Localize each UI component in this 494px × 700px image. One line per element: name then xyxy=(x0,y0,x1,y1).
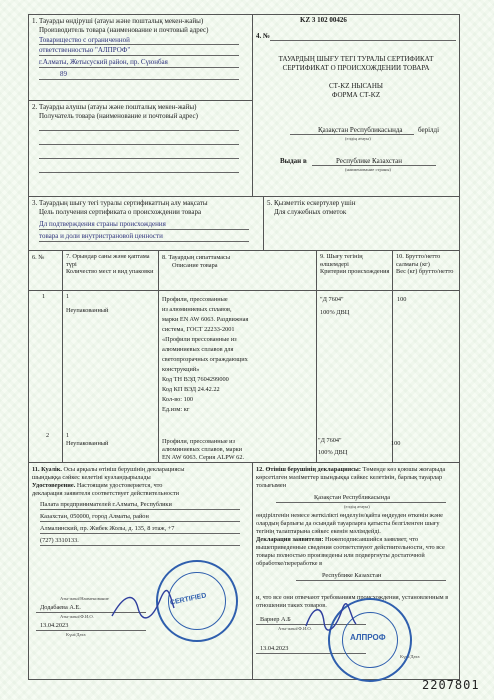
item1-qty: 1 xyxy=(66,293,70,300)
description-line: марки EN AW 6063. Раздвижная xyxy=(162,316,249,323)
description-line: Ед.изм: кг xyxy=(162,406,190,413)
divider xyxy=(28,290,460,291)
item2-weight: 100 xyxy=(391,440,401,447)
applicant-signature xyxy=(300,598,360,638)
box11-sign-hint: Аты-жөні/Наименование xyxy=(60,596,109,601)
producer-address-2: 89 xyxy=(60,70,67,78)
description-line: конструкций» xyxy=(162,366,200,373)
box5-label-ru: Для служебных отметок xyxy=(274,208,347,216)
divider xyxy=(28,100,252,101)
divider xyxy=(158,250,159,462)
description-line: Профили, прессованные из xyxy=(162,438,236,445)
box12-date: 13.04.2023 xyxy=(260,645,289,652)
description-line: Код КП ВЭД 24.42.22 xyxy=(162,386,220,393)
box12-country-hint: (елдің атауы) xyxy=(344,504,370,509)
col6-header: 6. № xyxy=(32,254,45,261)
divider xyxy=(252,462,253,680)
stamp-company-text: АЛПРОФ xyxy=(350,633,386,642)
box12-text-1: 12. Өтініш берушінің декларациясы: Төменде көз қоюшы жоғарыда xyxy=(256,466,446,473)
title-kz: ТАУАРДЫҢ ШЫҒУ ТЕГІ ТУРАЛЫ СЕРТИФИКАТ xyxy=(278,55,434,63)
description-line: алюминиевых сплавов, марки xyxy=(162,446,243,453)
box12-text-6: тегінің талаптарына сәйкес екенін мәлімдейді. xyxy=(256,528,381,535)
col7-header: 7. Орындар саны және қаптама түрі Количество мест и вид упаковки xyxy=(66,253,154,276)
item1-num: 1 xyxy=(42,293,46,300)
title-ru: СЕРТИФИКАТ О ПРОИСХОЖДЕНИИ ТОВАРА xyxy=(282,64,430,72)
producer-address-1: г.Алматы, Жетысуский район, пр. Сүюнбая xyxy=(39,58,168,66)
description-line: «Профили прессованные из xyxy=(162,336,237,343)
box11-text-4: декларация заявителя соответствует действительности xyxy=(32,490,180,497)
box12-text-3: толығымен xyxy=(256,482,287,489)
chamber-signature xyxy=(108,586,178,626)
country-issued-kz: Қазақстан Республикасында xyxy=(318,126,403,134)
box12-decl-country: Республике Казахстан xyxy=(322,572,382,579)
box11-text-1: 11. Куәлік. Осы арқылы өтініш берушінің декларациясы xyxy=(32,466,185,473)
producer-name-2: ответственностью "АЛПРОФ" xyxy=(39,46,131,54)
box12-decl-1: Декларация заявителя: Нижеподписавшийся заявляет, что xyxy=(256,536,419,543)
description-line: Кол-во: 100 xyxy=(162,396,194,403)
divider xyxy=(28,196,460,197)
box5-label-kz: 5. Қызметтік ескертулер үшін xyxy=(267,199,356,207)
description-line: алюминиевых сплавов для xyxy=(162,346,234,353)
box12-decl-5: и, что все они отвечают требованиям происхождения, установленным в xyxy=(256,594,449,601)
chamber-address-2: Казахстан, 050000, город Алматы, район xyxy=(40,513,149,520)
box2-label-ru: Получатель товара (наименование и почтовый адрес) xyxy=(39,112,198,120)
box2-label-kz: 2. Тауарды алушы (атауы және пошталық мекен-жайы) xyxy=(32,103,197,111)
divider xyxy=(316,250,317,462)
box12-decl-4: обработке/переработке в xyxy=(256,560,323,567)
box4-number-label: 4. № xyxy=(256,32,271,40)
box1-label-ru: Производитель товара (наименование и почтовый адрес) xyxy=(39,26,209,34)
box12-name-hint: Аты-жөні/Ф.И.О. xyxy=(278,626,312,631)
divider xyxy=(28,250,460,251)
col8-header: 8. Тауардың сипаттамасы xyxy=(162,254,231,261)
box11-date-hint: Күні/Дата xyxy=(66,632,86,637)
box11-signer: Додабаева А.Е. xyxy=(40,604,81,611)
chamber-address-1: Палата предпринимателей г.Алматы, Республики xyxy=(40,501,172,508)
form-kz: СТ-KZ НЫСАНЫ xyxy=(328,82,384,90)
box11-date: 13.04.2023 xyxy=(40,622,69,629)
description-line: система, ГОСТ 22233-2001 xyxy=(162,326,235,333)
box3-label-kz: 3. Тауардың шығу тегі туралы сертификаттың алу мақсаты xyxy=(32,199,208,207)
purpose-value-1: Дл подтверждения страны происхождения xyxy=(39,220,166,228)
col8-header-ru: Описание товара xyxy=(172,262,218,269)
box12-country: Қазақстан Республикасында xyxy=(314,494,391,501)
box11-text-2: шындыққа сәйкес келетіні куәландырылады xyxy=(32,474,151,481)
col10-header: 10. Брутто/нетто салмағы (кг) Вес (кг) брутто/нетто xyxy=(396,253,454,276)
item1-weight: 100 xyxy=(397,296,407,303)
item1-pack: Неупакованный xyxy=(66,307,109,314)
col9-header: 9. Шығу тегінің өлшемдері Критерии происхождения xyxy=(320,253,390,276)
item1-criteria-2: 100% ДВЦ xyxy=(320,309,350,316)
divider xyxy=(62,250,63,462)
serial-number: 2207801 xyxy=(422,678,480,692)
description-line: Профили, прессованные xyxy=(162,296,228,303)
certificate-number: KZ 3 102 00426 xyxy=(300,16,347,24)
issued-country-hint: (наименование страны) xyxy=(345,167,391,172)
purpose-value-2: товара и доли внутристрановой ценности xyxy=(39,232,163,240)
item2-criteria-2: 100% ДВЦ xyxy=(318,449,348,456)
item2-criteria-1: "Д 7604" xyxy=(318,437,342,444)
description-line: EN AW 6063. Серия ALPW 62. xyxy=(162,454,245,461)
box11-name-hint: Аты-жөні/Ф.И.О. xyxy=(60,614,94,619)
form-ru: ФОРМА СТ-KZ xyxy=(331,91,381,99)
divider xyxy=(263,196,264,250)
producer-name-1: Товарищество с ограниченной xyxy=(39,36,130,44)
divider xyxy=(252,14,253,196)
box12-text-2: көрсетілген мәліметтер шындыққа сәйкес келетінін, барлық тауарлар xyxy=(256,474,443,481)
box12-decl-3: товары полностью произведены или подвергнуты достаточной xyxy=(256,552,425,559)
item2-qty: 1 xyxy=(66,432,70,439)
stamp-certified-text: CERTIFIED xyxy=(169,592,208,607)
item1-criteria-1: "Д 7604" xyxy=(320,296,344,303)
chamber-address-3: Алмалинский, пр. Жибек Жолы, д. 135, 8 этаж, +7 xyxy=(40,525,175,532)
divider xyxy=(392,250,393,462)
box3-label-ru: Цель получения сертификата о происхождении товара xyxy=(39,208,202,216)
description-line: светопрозрачных ограждающих xyxy=(162,356,248,363)
box12-decl-6: отношении таких товаров. xyxy=(256,602,327,609)
box1-label-kz: 1. Тауарды өндіруші (атауы және пошталық мекен-жайы) xyxy=(32,17,204,25)
issued-country-ru: Республике Казахстан xyxy=(336,157,403,165)
box11-text-3: Удостоверение. Настоящим удостоверяется, что xyxy=(32,482,163,489)
description-line: Код ТН ВЭД 7604299000 xyxy=(162,376,229,383)
issued-label: Выдан в xyxy=(280,157,307,165)
description-line: из алюминиевых сплавов, xyxy=(162,306,232,313)
divider xyxy=(28,462,460,463)
box12-text-5: олардың барлығы да осындай тауарларға қатысты белгіленген шығу xyxy=(256,520,440,527)
country-hint: (елдің атауы) xyxy=(345,136,371,141)
box12-decl-2: вышеприведенные сведения соответствуют действительности, что все xyxy=(256,544,445,551)
chamber-address-4: (727) 3310133. xyxy=(40,537,79,544)
item2-pack: Неупакованный xyxy=(66,440,109,447)
item2-num: 2 xyxy=(46,432,50,439)
box12-signer: Варнер А.Б xyxy=(260,616,291,623)
box12-text-4: өндірілгенін немесе жеткілікті өңделуін/қайта өңдеуден өткенін және xyxy=(256,512,443,519)
issued-suffix: берілді xyxy=(418,126,440,134)
box12-date-hint: Күні/Дата xyxy=(400,654,420,659)
